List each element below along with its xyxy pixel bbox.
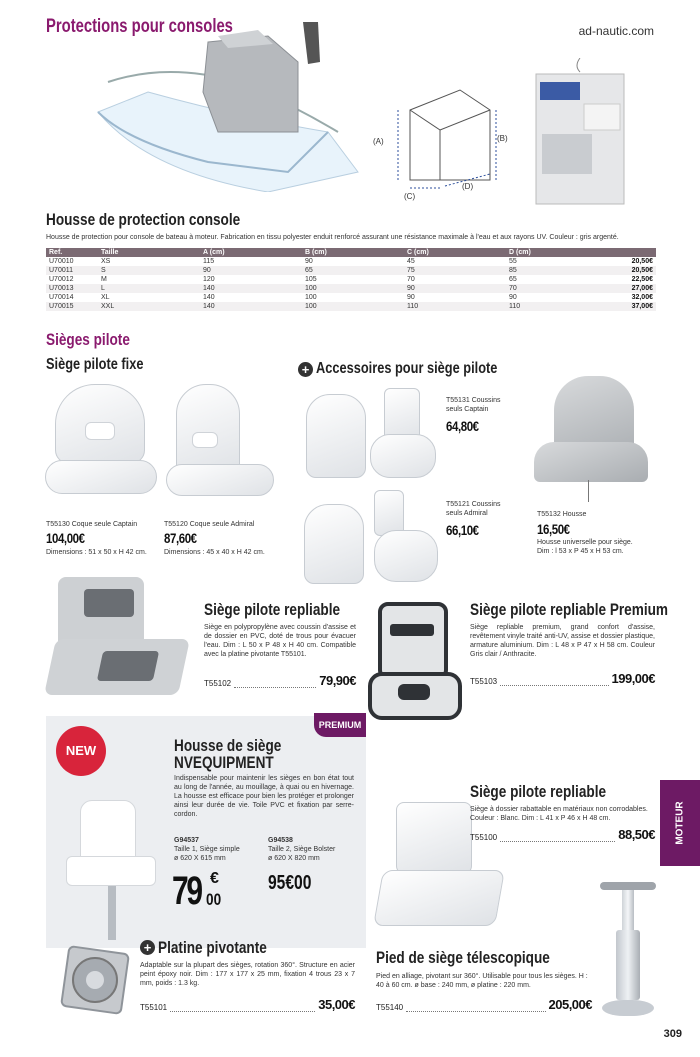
col-c: C (cm) <box>404 248 506 257</box>
admiral-cushions-image <box>300 490 440 590</box>
p1-ref-line <box>46 520 137 529</box>
premium-badge: PREMIUM <box>314 713 366 737</box>
p1-dims: Dimensions : 51 x 50 x H 42 cm. <box>46 549 147 556</box>
platine-title: Platine pivotante <box>158 938 267 957</box>
repliable-desc: Siège en polypropylène avec coussin d'assise et de dossier en PVC, doté de trous pour évacuer l'eau. Dim : L 50 x P 48 x H 40 cm. Compatible avec la platine pivotante T55101. <box>204 624 356 658</box>
a3-name: Housse <box>562 511 587 518</box>
table-row: U70014 XL 140 100 90 90 32,00€ <box>49 294 653 301</box>
a1-ref: T55131 <box>446 397 470 404</box>
side-tab-label: MOTEUR <box>674 801 686 845</box>
nv-v1-line1: Taille 1, Siège simple <box>174 846 240 853</box>
plus-icon: + <box>298 362 313 377</box>
a3-desc2: Dim : l 53 x P 45 x H 53 cm. <box>537 548 624 555</box>
nvequipment-title-2: NVEQUIPMENT <box>174 753 274 772</box>
repliable2-desc: Siège à dossier rabattable en matériaux non corrodables. Couleur : Blanc. Dim : L 41 x P 46 x H 48 cm. <box>470 806 648 822</box>
a2-price: 66,10€ <box>446 522 479 538</box>
platine-ref: T55101 <box>140 1003 168 1012</box>
nv-v1-price-main: 79 <box>172 869 201 913</box>
fixe-title: Siège pilote fixe <box>46 356 144 373</box>
p2-ref: T55120 <box>164 521 188 528</box>
folding-seat-image <box>44 575 194 703</box>
table-row: U70013 L 140 100 90 70 27,00€ <box>46 284 656 293</box>
diagram-label-c: (C) <box>404 192 416 201</box>
table-row: U70012 M 120 105 70 65 22,50€ <box>49 276 653 283</box>
col-price <box>608 248 656 257</box>
diagram-label-d: (D) <box>462 182 474 191</box>
nv-v1 <box>174 836 240 863</box>
premium-title: Siège pilote repliable Premium <box>470 600 669 619</box>
a1-price: 64,80€ <box>446 418 479 434</box>
table-row: U70010 XS 115 90 45 55 20,50€ <box>49 258 653 265</box>
boat-console-image <box>88 22 368 192</box>
repliable-ref: T55102 <box>204 679 232 688</box>
a3-desc1: Housse universelle pour siège. <box>537 539 633 546</box>
accessories-title: Accessoires pour siège pilote <box>316 360 498 377</box>
plus-icon: + <box>140 940 155 955</box>
nv-v2 <box>268 836 335 863</box>
repliable2-price: 88,50€ <box>618 827 655 842</box>
pied-price: 205,00€ <box>548 997 592 1012</box>
repliable-title: Siège pilote repliable <box>204 600 341 619</box>
premium-price: 199,00€ <box>611 671 655 686</box>
table-row: U70015 XXL 140 100 110 110 37,00€ <box>46 302 656 311</box>
a1-name2: seuls Captain <box>446 406 489 413</box>
pied-title: Pied de siège télescopique <box>376 948 550 967</box>
premium-price-line <box>470 670 655 686</box>
admiral-seat-image <box>160 382 280 510</box>
repliable2-title: Siège pilote repliable <box>470 782 607 801</box>
premium-ref: T55103 <box>470 677 498 686</box>
platine-desc: Adaptable sur la plupart des sièges, rotation 360°. Structure en acier peint époxy noir. Dim : 177 x 177 x 25 mm, fixation 4 trous 23 x 7 mm, poids : 1.3 kg. <box>140 962 355 987</box>
p1-ref: T55130 <box>46 521 70 528</box>
p1-name: Coque seule Captain <box>71 521 138 528</box>
a2-ref: T55121 <box>446 501 470 508</box>
nv-v2-ref: G94538 <box>268 837 293 844</box>
page-title: Protections pour consoles <box>46 16 233 37</box>
a3-ref: T55132 <box>537 511 561 518</box>
premium-seat-image <box>368 600 466 728</box>
website-link[interactable]: ad-nautic.com <box>578 24 654 38</box>
nv-v2-line1: Taille 2, Siège Bolster <box>268 846 336 853</box>
p1-price: 104,00€ <box>46 530 85 546</box>
repliable-price-line <box>204 672 356 688</box>
platine-price: 35,00€ <box>318 997 355 1012</box>
nv-v1-price-euro: € <box>210 870 219 887</box>
p2-dims: Dimensions : 45 x 40 x H 42 cm. <box>164 549 265 556</box>
p2-ref-line <box>164 520 254 529</box>
col-d: D (cm) <box>506 248 608 257</box>
side-tab-moteur[interactable] <box>660 780 700 866</box>
a2-name1: Coussins <box>471 501 501 508</box>
table-row: U70011 S 90 65 75 85 20,50€ <box>46 266 656 275</box>
nvequipment-title-1: Housse de siège <box>174 736 282 755</box>
a3-price: 16,50€ <box>537 521 570 537</box>
section-title-sieges: Sièges pilote <box>46 330 130 349</box>
p2-price: 87,60€ <box>164 530 197 546</box>
repliable2-ref: T55100 <box>470 833 498 842</box>
nv-v1-line2: ø 620 X 615 mm <box>174 855 226 862</box>
cover-package-image <box>530 58 630 208</box>
nv-v1-price <box>172 866 211 916</box>
col-ref: Ref. <box>46 248 98 257</box>
console-cover-title: Housse de protection console <box>46 210 241 229</box>
repliable-price: 79,90€ <box>319 673 356 688</box>
diagram-label-b: (B) <box>497 134 508 143</box>
nv-v1-ref: G94537 <box>174 837 199 844</box>
swivel-plate-image <box>60 945 130 1015</box>
diagram-label-a: (A) <box>373 137 384 146</box>
nvequipment-cover-image <box>60 790 170 940</box>
nv-v1-price-cents: 00 <box>206 890 222 909</box>
pied-desc: Pied en alliage, pivotant sur 360°. Utilisable pour tous les sièges. H : 40 à 60 cm. ø base : 240 mm, ø platine : 220 mm. <box>376 973 588 989</box>
pied-price-line <box>376 996 592 1012</box>
col-taille: Taille <box>98 248 200 257</box>
a1-text <box>446 396 501 414</box>
a3-ref-line <box>537 510 586 519</box>
premium-desc: Siège repliable premium, grand confort d'assise, revêtement vinyle traité anti-UV, assise et dossier plastique, armature aluminium. Dim : L 48 x P 47 x H 58 cm. Couleur Gris clair / Anthracite. <box>470 624 655 658</box>
page-number: 309 <box>663 1028 682 1040</box>
telescopic-pedestal-image <box>596 880 660 1020</box>
platine-price-line <box>140 996 355 1012</box>
seat-cover-image <box>530 372 650 502</box>
col-b: B (cm) <box>302 248 404 257</box>
captain-seat-image <box>45 382 160 510</box>
repliable2-price-line <box>470 826 655 842</box>
captain-cushions-image <box>300 388 440 488</box>
a2-text <box>446 500 501 518</box>
a1-name1: Coussins <box>471 397 501 404</box>
console-cover-table <box>46 248 656 311</box>
nvequipment-desc: Indispensable pour maintenir les sièges en bon état tout au long de l'année, au mouillage, à quai ou en hivernage. La housse est efficace pour bien les protéger et prolonger ainsi leur durée de vie. Toile PVC et fixation par serre-cordon. <box>174 775 354 818</box>
console-cover-description: Housse de protection pour console de bateau à moteur. Fabrication en tissu polyester enduit renforcé assurant une résistance maximale à l'eau et aux rayons UV. Couleur : gris argenté. <box>46 234 619 241</box>
p2-name: Coque seule Admiral <box>189 521 255 528</box>
a3-desc <box>537 538 633 556</box>
a2-name2: seuls Admiral <box>446 510 488 517</box>
nv-v2-price: 95€00 <box>268 872 312 894</box>
nv-v2-line2: ø 620 X 820 mm <box>268 855 320 862</box>
pied-ref: T55140 <box>376 1003 404 1012</box>
col-a: A (cm) <box>200 248 302 257</box>
new-badge: NEW <box>56 726 106 776</box>
